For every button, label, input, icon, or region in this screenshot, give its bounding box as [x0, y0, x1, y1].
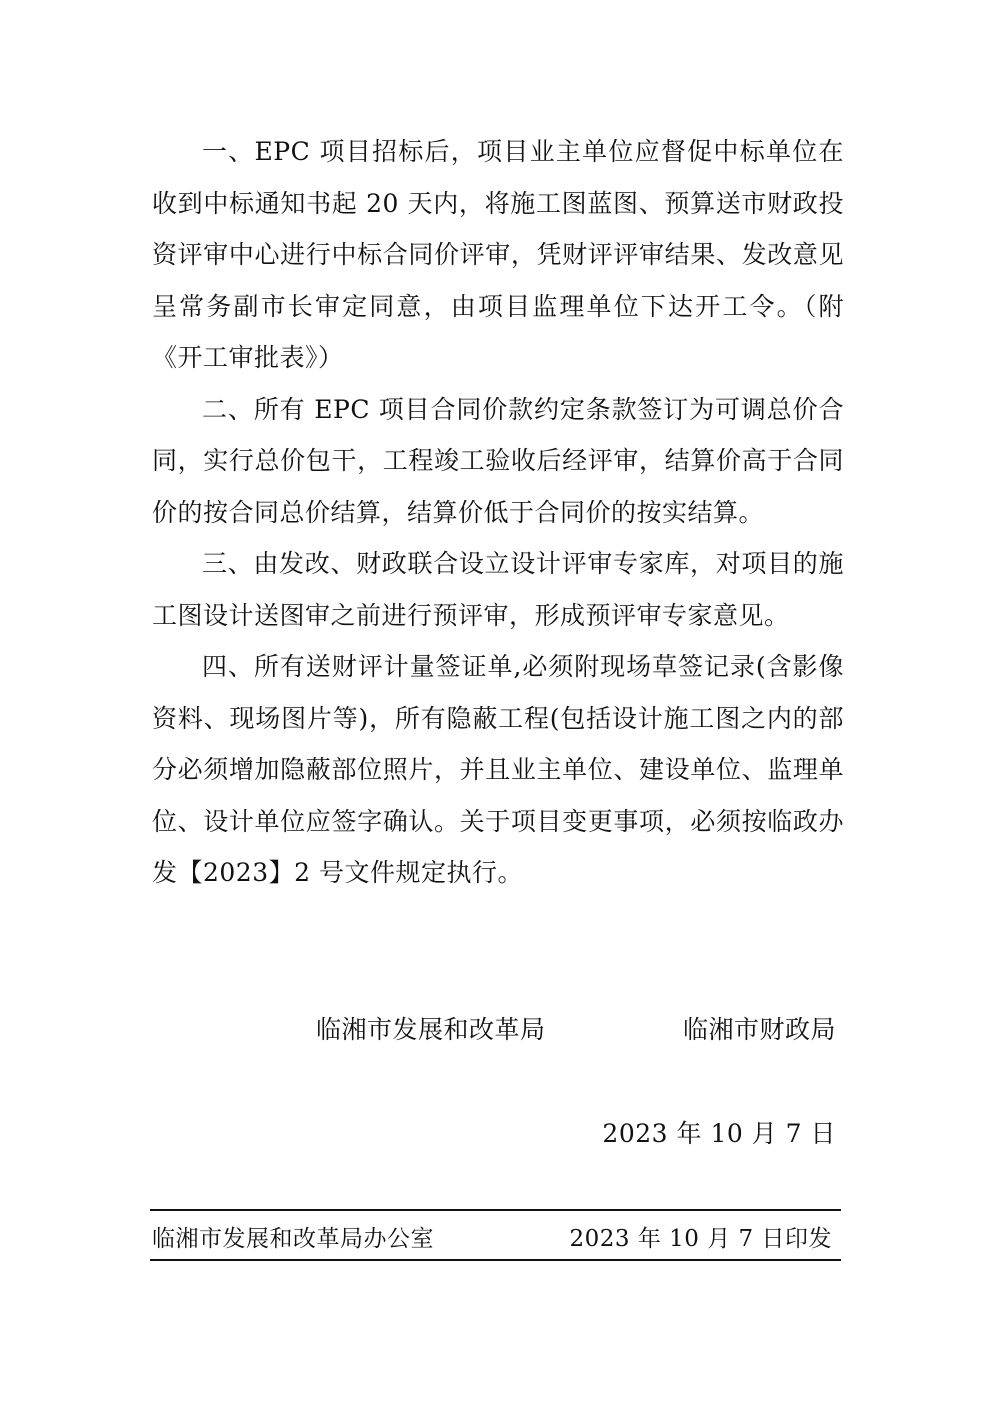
signing-date: 2023 年 10 月 7 日 — [602, 1119, 836, 1148]
issuing-office: 临湘市发展和改革局办公室 — [152, 1226, 434, 1252]
signatory-finance: 临湘市财政局 — [682, 1015, 836, 1044]
paragraph-1: 一、EPC 项目招标后，项目业主单位应督促中标单位在收到中标通知书起 20 天内，将施工图蓝图、预算送市财政投资评审中心进行中标合同价评审，凭财评评审结果、发改意见呈常务副市长审定同意，由项目监理单位下达开工令。（附《开工审批表》） — [152, 137, 844, 372]
signatory-row — [0, 1010, 992, 1050]
footer-divider-bottom — [150, 1259, 841, 1261]
issue-date: 2023 年 10 月 7 日印发 — [569, 1226, 832, 1252]
paragraph-3: 三、由发改、财政联合设立设计评审专家库，对项目的施工图设计送图审之前进行预评审，形成预评审专家意见。 — [152, 549, 844, 630]
footer-divider-top — [150, 1209, 841, 1211]
signatory-development-reform: 临湘市发展和改革局 — [316, 1015, 546, 1044]
paragraph-2: 二、所有 EPC 项目合同价款约定条款签订为可调总价合同，实行总价包干，工程竣工验收后经评审，结算价高于合同价的按合同总价结算，结算价低于合同价的按实结算。 — [152, 394, 844, 527]
document-body — [152, 126, 844, 899]
paragraph-4: 四、所有送财评计量签证单,必须附现场草签记录(含影像资料、现场图片等)，所有隐蔽工程(包括设计施工图之内的部分必须增加隐蔽部位照片，并且业主单位、建设单位、监理单位、设计单位应签字确认。关于项目变更事项，必须按临政办发【2023】2 号文件规定执行。 — [152, 652, 844, 887]
